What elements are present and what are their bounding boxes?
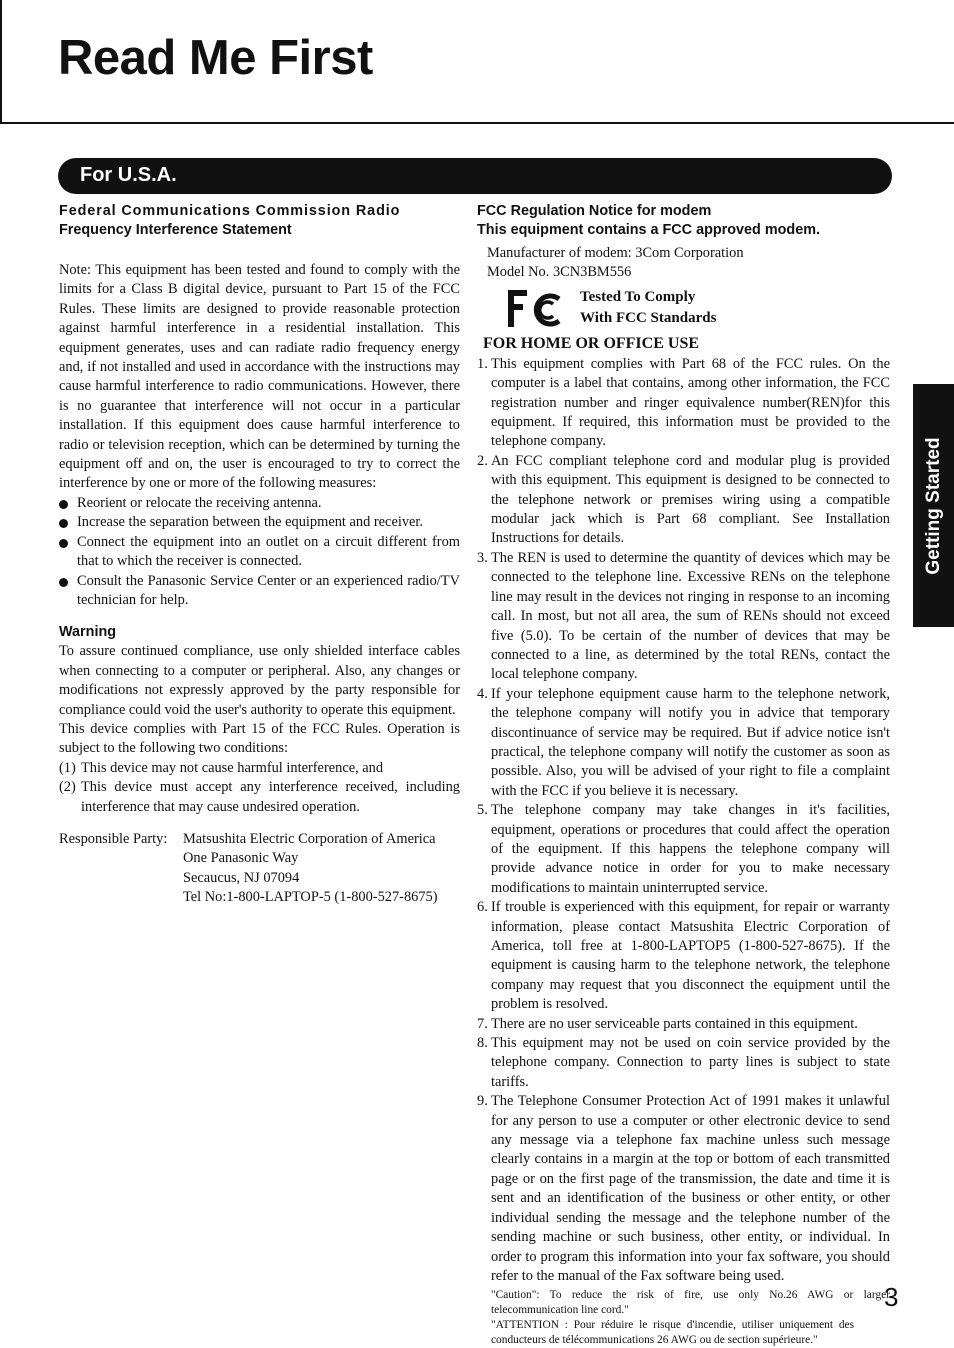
list-item (477, 898, 890, 1014)
responsible-line: Matsushita Electric Corporation of America (183, 830, 436, 847)
responsible-line: Tel No:1-800-LAPTOP-5 (1-800-527-8675) (183, 889, 438, 906)
fcc-radio-heading (59, 202, 460, 221)
responsible-party (59, 830, 460, 908)
item-text: The telephone company may take changes in it's facilities, equipment, operations or procedures that could affect the operation of the equipment. If this happens the telephone company will provide advance notice in order for you to make necessary modifications to maintain uninterrupted service. (491, 802, 890, 896)
item-number: 1. (477, 355, 488, 372)
measures-list (59, 494, 460, 610)
section-banner (58, 158, 892, 194)
list-item (477, 801, 890, 898)
fcc-radio-heading-2 (59, 221, 460, 240)
list-item (477, 1092, 890, 1286)
fcc-use-label: FOR HOME OR OFFICE USE (483, 334, 700, 352)
item-text: If trouble is experienced with this equipment, for repair or warranty information, please contact Matsushita Electric Corporation of America, toll free at 1-800-LAPTOP5 (1-800-527-8675). If the equipment is causing harm to the telephone network, the telephone company may request that you disconnect the equipment until the problem is resolved. (491, 899, 890, 1013)
fcc-logo-icon (507, 287, 567, 331)
right-column (477, 202, 890, 1348)
fcc-compliance-block (477, 287, 890, 333)
responsible-party-details (183, 830, 460, 908)
responsible-line: One Panasonic Way (183, 850, 299, 867)
condition-text: This device must accept any interference received, including interference that may cause undesired operation. (81, 779, 460, 815)
page-title: Read Me First (58, 31, 373, 85)
page-number: 3 (884, 1282, 899, 1312)
list-item (477, 1034, 890, 1092)
note-paragraph: Note: This equipment has been tested and found to comply with the limits for a Class B digital device, pursuant to Part 15 of the FCC Rules. These limits are designed to provide reasonable protection against harmful interference in a residential installation. This equipment generates, uses and can radiate radio frequency energy and, if not installed and used in accordance with the instructions may cause harmful interference to radio communications. However, there is no guarantee that interference will not occur in a particular installation. If this equipment does cause harmful interference to radio or television reception, which can be determined by turning the equipment off and on, the user is encouraged to try to correct the interference by one or more of the following measures: (59, 262, 460, 492)
section-banner-label: For U.S.A. (80, 164, 177, 186)
item-number: 5. (477, 802, 488, 819)
condition-number: (1) (59, 759, 76, 776)
warning-paragraph: To assure continued compliance, use only shielded interface cables when connecting to a computer or peripheral. Also, any changes or modifications not expressly approved by the party responsible for compliance could void the user's authority to operate this equipment. (59, 643, 460, 718)
item-number: 6. (477, 899, 488, 916)
modem-heading-line2: This equipment contains a FCC approved modem. (477, 222, 821, 238)
list-item: Connect the equipment into an outlet on a circuit different from that to which the receiver is connected. (59, 533, 460, 572)
manufacturer-line: Manufacturer of modem: 3Com Corporation (487, 245, 744, 261)
part15-paragraph: This device complies with Part 15 of the FCC Rules. Operation is subject to the following two conditions: (59, 720, 460, 757)
item-text: This equipment complies with Part 68 of the FCC rules. On the computer is a label that contains, among other information, the FCC registration number and ringer equivalence number(REN)for this equipment. If required, this information must be provided to the telephone company. (491, 355, 890, 450)
list-item: Reorient or relocate the receiving antenna. (59, 494, 460, 513)
condition-text: This device may not cause harmful interference, and (81, 759, 384, 776)
fcc-radio-heading-line2: Frequency Interference Statement (59, 222, 292, 238)
warning-heading: Warning (59, 624, 117, 641)
list-item: Consult the Panasonic Service Center or an experienced radio/TV technician for help. (59, 572, 460, 611)
fcc-tested-text (580, 287, 716, 329)
fcc-radio-heading-line1: Federal Communications Commission Radio (59, 203, 401, 219)
fcc-line1: Tested To Comply (580, 288, 696, 305)
responsible-party-label: Responsible Party: (59, 830, 168, 847)
item-number: 3. (477, 549, 488, 566)
item-number: 2. (477, 452, 488, 469)
item-number: 4. (477, 685, 488, 702)
item-text: The REN is used to determine the quantity of devices which may be connected to the telephone line. Excessive RENs on the telephone line may result in the devices not ringing in response to an incoming call. In most, but not all area, the sum of RENs should not exceed five (5.0). To be certain of the number of devices that may be connected to a line, as determined by the total RENs, contact the local telephone company. (491, 549, 890, 683)
list-item (477, 549, 890, 685)
conditions-list (59, 759, 460, 817)
list-item (477, 452, 890, 549)
side-tab-label: Getting Started (922, 436, 944, 575)
item-number: 9. (477, 1093, 488, 1110)
list-item (477, 685, 890, 801)
list-item (59, 759, 460, 778)
header-rule (0, 122, 954, 124)
item-text: The Telephone Consumer Protection Act of 1991 makes it unlawful for any person to use a computer or other electronic device to send any message via a telephone fax machine unless such message clearly contains in a margin at the top or bottom of each transmitted page or on the first page of the transmission, the date and time it is sent and an identification of the business or other entity, or other individual sending the message and the telephone number of the sending machine or such business, other entity, or individual. In order to program this information into your fax software, you should refer to the manual of the Fax software being used. (491, 1093, 890, 1284)
modem-notice-list (477, 355, 890, 1287)
fcc-line2: With FCC Standards (580, 309, 717, 326)
list-item (477, 1015, 890, 1034)
left-margin-rule (0, 0, 2, 124)
item-number: 7. (477, 1015, 488, 1032)
side-tab (913, 384, 954, 627)
condition-number: (2) (59, 779, 76, 796)
list-item: Increase the separation between the equipment and receiver. (59, 513, 460, 532)
list-item (59, 778, 460, 817)
item-number: 8. (477, 1035, 488, 1052)
attention-note: "ATTENTION : Pour réduire le risque d'incendie, utiliser uniquement des conducteurs de télécommunications 26 AWG ou de section supérieure." (491, 1319, 854, 1347)
list-item (477, 355, 890, 452)
item-text: An FCC compliant telephone cord and modular plug is provided with this equipment. This equipment is designed to be connected to the telephone network or premises wiring using a compatible modular jack which is Part 68 compliant. See Installation Instructions for details. (491, 452, 890, 547)
model-line: Model No. 3CN3BM556 (487, 264, 632, 281)
left-column (59, 202, 460, 908)
item-text: If your telephone equipment cause harm to the telephone network, the telephone company will notify you in advice that temporary discontinuance of service may be required. But if advice notice isn't practical, the telephone company will notify the customer as soon as possible. Also, you will be advised of your right to file a complaint with the FCC if you believe it is necessary. (491, 685, 890, 799)
item-text: There are no user serviceable parts contained in this equipment. (491, 1015, 858, 1032)
item-text: This equipment may not be used on coin service provided by the telephone company. Connection to party lines is subject to state tariffs. (491, 1035, 890, 1090)
caution-note: "Caution": To reduce the risk of fire, use only No.26 AWG or larger telecommunication line cord." (491, 1289, 890, 1317)
modem-heading-line1: FCC Regulation Notice for modem (477, 203, 712, 219)
responsible-line: Secaucus, NJ 07094 (183, 869, 300, 886)
